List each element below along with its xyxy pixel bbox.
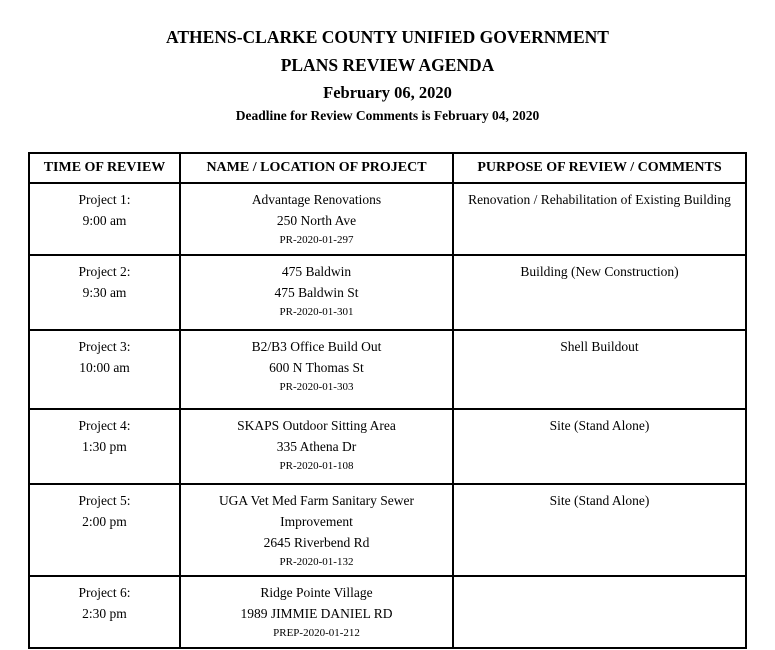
table-row — [29, 183, 746, 254]
time-of-review-cell — [29, 183, 180, 254]
project-address: 600 N Thomas St — [269, 359, 364, 375]
project-address: 1989 JIMMIE DANIEL RD — [240, 606, 393, 622]
name-location-cell — [180, 409, 453, 484]
review-time: 2:30 pm — [82, 606, 127, 622]
project-name: UGA Vet Med Farm Sanitary Sewer Improvement — [218, 492, 415, 529]
table-header-row — [29, 153, 746, 183]
purpose-cell — [453, 255, 746, 330]
permit-number: PR-2020-01-301 — [279, 305, 354, 318]
permit-number: PR-2020-01-297 — [279, 234, 354, 247]
purpose-text: Site (Stand Alone) — [549, 417, 650, 433]
project-label: Project 5: — [78, 492, 131, 508]
project-label: Project 6: — [78, 585, 131, 601]
project-address: 2645 Riverbend Rd — [263, 534, 370, 550]
time-of-review-cell — [29, 409, 180, 484]
review-time: 10:00 am — [79, 359, 130, 375]
project-name: SKAPS Outdoor Sitting Area — [237, 417, 396, 433]
purpose-cell — [453, 183, 746, 254]
review-time: 9:30 am — [82, 284, 127, 300]
time-of-review-cell — [29, 255, 180, 330]
table-row — [29, 409, 746, 484]
name-location-cell — [180, 330, 453, 409]
column-header-purpose: PURPOSE OF REVIEW / COMMENTS — [453, 153, 746, 183]
agenda-date: February 06, 2020 — [323, 82, 452, 102]
permit-number: PR-2020-01-303 — [279, 380, 354, 393]
project-label: Project 2: — [78, 263, 131, 279]
agenda-table-body — [29, 183, 746, 647]
purpose-cell — [453, 484, 746, 576]
column-header-name-location: NAME / LOCATION OF PROJECT — [180, 153, 453, 183]
purpose-text: Renovation / Rehabilitation of Existing Building — [468, 192, 731, 208]
permit-number: PR-2020-01-132 — [279, 555, 354, 568]
table-row — [29, 330, 746, 409]
purpose-cell — [453, 409, 746, 484]
purpose-cell — [453, 330, 746, 409]
name-location-cell — [180, 484, 453, 576]
project-address: 250 North Ave — [276, 213, 357, 229]
plans-review-table — [28, 152, 747, 648]
column-header-time: TIME OF REVIEW — [29, 153, 180, 183]
project-label: Project 1: — [78, 192, 131, 208]
name-location-cell — [180, 576, 453, 647]
purpose-text: Shell Buildout — [560, 338, 639, 354]
time-of-review-cell — [29, 330, 180, 409]
name-location-cell — [180, 255, 453, 330]
time-of-review-cell — [29, 484, 180, 576]
purpose-text: Site (Stand Alone) — [549, 492, 650, 508]
agenda-title: PLANS REVIEW AGENDA — [280, 54, 495, 75]
table-row — [29, 484, 746, 576]
purpose-cell — [453, 576, 746, 647]
project-name: Advantage Renovations — [251, 192, 382, 208]
time-of-review-cell — [29, 576, 180, 647]
permit-number: PREP-2020-01-212 — [273, 627, 360, 640]
government-title: ATHENS-CLARKE COUNTY UNIFIED GOVERNMENT — [166, 27, 609, 47]
review-time: 2:00 pm — [82, 513, 127, 529]
name-location-cell — [180, 183, 453, 254]
document-header — [0, 26, 775, 124]
project-name: Ridge Pointe Village — [260, 585, 373, 601]
project-address: 475 Baldwin St — [274, 284, 359, 300]
table-row — [29, 255, 746, 330]
deadline-note: Deadline for Review Comments is February 04, 2020 — [235, 107, 540, 123]
purpose-text: Building (New Construction) — [520, 263, 679, 279]
project-address: 335 Athena Dr — [276, 438, 357, 454]
project-label: Project 3: — [78, 338, 131, 354]
project-name: 475 Baldwin — [281, 263, 352, 279]
review-time: 1:30 pm — [82, 438, 127, 454]
table-row — [29, 576, 746, 647]
project-label: Project 4: — [78, 417, 131, 433]
project-name: B2/B3 Office Build Out — [251, 338, 382, 354]
permit-number: PR-2020-01-108 — [279, 459, 354, 472]
review-time: 9:00 am — [82, 213, 127, 229]
